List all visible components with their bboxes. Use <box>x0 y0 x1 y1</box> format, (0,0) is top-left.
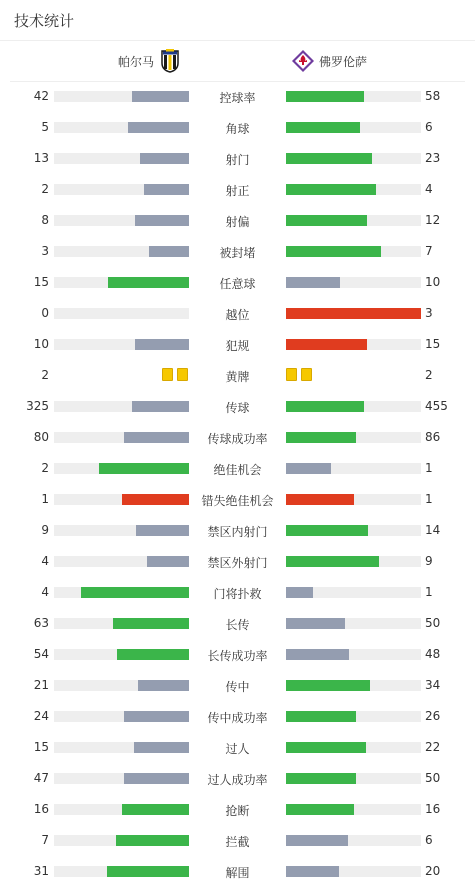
away-stat-value: 22 <box>425 740 441 754</box>
away-team-name: 佛罗伦萨 <box>319 54 368 69</box>
stat-label: 黄牌 <box>225 370 250 384</box>
away-stat-bar <box>286 308 421 319</box>
stat-label: 禁区外射门 <box>207 556 268 570</box>
home-stat-bar-fill <box>124 432 189 443</box>
stat-label: 射偏 <box>225 215 250 229</box>
away-stat-value: 16 <box>425 802 441 816</box>
away-stat-bar-fill <box>286 773 356 784</box>
stat-label: 传中成功率 <box>207 711 268 725</box>
stat-label: 传球 <box>225 401 250 415</box>
home-stat-value: 7 <box>41 833 49 847</box>
home-stat-value: 5 <box>41 120 49 134</box>
stat-row <box>0 732 475 763</box>
stat-label: 错失绝佳机会 <box>201 494 274 508</box>
home-stat-value: 15 <box>33 740 49 754</box>
home-stat-bar-fill <box>116 835 189 846</box>
home-stat-bar <box>54 525 189 536</box>
home-stat-bar <box>54 711 189 722</box>
stat-row <box>0 639 475 670</box>
away-stat-bar-fill <box>286 804 354 815</box>
home-stat-value: 325 <box>26 399 49 413</box>
home-stat-bar <box>54 494 189 505</box>
home-stat-bar <box>54 742 189 753</box>
stat-row <box>0 763 475 794</box>
home-stat-value: 13 <box>33 151 49 165</box>
home-stat-value: 2 <box>41 461 49 475</box>
home-stat-value: 2 <box>41 182 49 196</box>
away-stat-bar-fill <box>286 339 367 350</box>
home-stat-bar <box>54 866 189 877</box>
away-stat-bar-fill <box>286 680 370 691</box>
away-stat-bar <box>286 463 421 474</box>
stat-label: 绝佳机会 <box>213 463 262 477</box>
stat-label: 控球率 <box>219 91 256 105</box>
stat-label: 射门 <box>225 153 250 167</box>
away-stat-bar-fill <box>286 742 366 753</box>
stat-row <box>0 298 475 329</box>
away-yellow-cards <box>286 368 312 381</box>
stat-label: 长传 <box>225 618 250 632</box>
home-stat-bar-fill <box>138 680 189 691</box>
away-stat-bar-fill <box>286 277 340 288</box>
away-stat-bar <box>286 525 421 536</box>
away-stat-bar <box>286 215 421 226</box>
away-stat-value: 455 <box>425 399 448 413</box>
away-stat-bar <box>286 711 421 722</box>
stat-row <box>0 608 475 639</box>
away-stat-value: 86 <box>425 430 441 444</box>
away-stat-bar-fill <box>286 91 364 102</box>
stat-row <box>0 143 475 174</box>
home-stat-bar <box>54 587 189 598</box>
stat-row <box>0 484 475 515</box>
away-stat-bar-fill <box>286 463 331 474</box>
home-stat-bar-fill <box>124 773 189 784</box>
away-stat-value: 48 <box>425 647 441 661</box>
home-team[interactable] <box>118 49 180 73</box>
away-stat-bar <box>286 494 421 505</box>
away-stat-bar-fill <box>286 215 367 226</box>
home-stat-value: 2 <box>41 368 49 382</box>
away-stat-bar <box>286 835 421 846</box>
home-stat-bar <box>54 556 189 567</box>
away-stat-bar <box>286 680 421 691</box>
stat-label: 过人成功率 <box>207 773 268 787</box>
yellow-card-icon <box>286 368 297 381</box>
stat-row <box>0 794 475 825</box>
away-stat-value: 9 <box>425 554 433 568</box>
away-stat-bar-fill <box>286 153 372 164</box>
fiorentina-crest-icon <box>291 49 315 73</box>
away-stat-bar <box>286 91 421 102</box>
home-stat-bar-fill <box>99 463 189 474</box>
away-stat-bar-fill <box>286 835 348 846</box>
home-stat-bar-fill <box>136 525 189 536</box>
away-stat-value: 26 <box>425 709 441 723</box>
home-team-name: 帕尔马 <box>117 54 154 69</box>
stat-label: 抢断 <box>225 804 250 818</box>
away-stat-value: 10 <box>425 275 441 289</box>
away-stat-value: 1 <box>425 492 433 506</box>
away-stat-value: 58 <box>425 89 441 103</box>
home-stat-value: 15 <box>33 275 49 289</box>
stat-row <box>0 515 475 546</box>
home-stat-bar <box>54 339 189 350</box>
home-stat-bar <box>54 215 189 226</box>
stat-label: 解围 <box>225 866 250 880</box>
stat-label: 角球 <box>225 122 250 136</box>
home-stat-value: 47 <box>33 771 49 785</box>
away-stat-bar-fill <box>286 401 364 412</box>
away-stat-bar-fill <box>286 618 345 629</box>
home-stat-value: 16 <box>33 802 49 816</box>
away-stat-bar-fill <box>286 122 360 133</box>
away-stat-value: 23 <box>425 151 441 165</box>
home-stat-bar-fill <box>144 184 189 195</box>
away-stat-bar <box>286 804 421 815</box>
home-stat-bar-fill <box>149 246 190 257</box>
away-stat-value: 50 <box>425 616 441 630</box>
home-stat-value: 24 <box>33 709 49 723</box>
home-stat-bar-fill <box>147 556 189 567</box>
page-title: 技术统计 <box>14 11 75 30</box>
stat-label: 传球成功率 <box>207 432 268 446</box>
away-stat-value: 50 <box>425 771 441 785</box>
stat-row <box>0 267 475 298</box>
away-stat-bar <box>286 649 421 660</box>
home-yellow-cards <box>162 368 188 381</box>
stat-label: 射正 <box>225 184 250 198</box>
home-stat-value: 4 <box>41 585 49 599</box>
stat-label: 传中 <box>225 680 250 694</box>
away-stat-bar <box>286 556 421 567</box>
stat-row <box>0 391 475 422</box>
stat-row <box>0 329 475 360</box>
home-stat-bar-fill <box>135 339 189 350</box>
home-stat-bar <box>54 153 189 164</box>
away-stat-bar-fill <box>286 494 354 505</box>
stat-label: 禁区内射门 <box>207 525 268 539</box>
stat-label: 长传成功率 <box>207 649 268 663</box>
away-stat-bar <box>286 401 421 412</box>
home-stat-bar-fill <box>132 401 189 412</box>
away-stat-bar-fill <box>286 587 313 598</box>
away-stat-value: 3 <box>425 306 433 320</box>
away-stat-value: 7 <box>425 244 433 258</box>
away-stat-value: 34 <box>425 678 441 692</box>
stat-row <box>0 670 475 701</box>
away-stat-value: 1 <box>425 461 433 475</box>
away-stat-bar <box>286 122 421 133</box>
home-stat-bar <box>54 773 189 784</box>
stat-label: 犯规 <box>225 339 250 353</box>
home-stat-value: 3 <box>41 244 49 258</box>
home-stat-value: 0 <box>41 306 49 320</box>
home-stat-bar-fill <box>107 866 189 877</box>
home-stat-value: 21 <box>33 678 49 692</box>
home-stat-bar-fill <box>117 649 189 660</box>
stat-row <box>0 236 475 267</box>
stat-label: 越位 <box>225 308 250 322</box>
home-stat-value: 31 <box>33 864 49 878</box>
stat-label: 任意球 <box>219 277 256 291</box>
home-stat-value: 10 <box>33 337 49 351</box>
away-stat-bar <box>286 246 421 257</box>
stat-row <box>0 546 475 577</box>
yellow-card-icon <box>162 368 173 381</box>
away-stat-bar <box>286 339 421 350</box>
home-stat-bar-fill <box>108 277 189 288</box>
home-stat-bar <box>54 804 189 815</box>
away-stat-bar-fill <box>286 432 356 443</box>
stat-row <box>0 453 475 484</box>
away-stat-value: 20 <box>425 864 441 878</box>
stat-label: 被封堵 <box>219 246 256 260</box>
away-stat-bar-fill <box>286 246 381 257</box>
home-stat-value: 63 <box>33 616 49 630</box>
away-stat-bar <box>286 277 421 288</box>
home-stat-bar-fill <box>113 618 189 629</box>
away-stat-bar <box>286 587 421 598</box>
stat-row <box>0 825 475 856</box>
stat-label: 门将扑救 <box>213 587 262 601</box>
home-stat-bar-fill <box>122 804 190 815</box>
home-stat-value: 54 <box>33 647 49 661</box>
away-stat-value: 6 <box>425 120 433 134</box>
away-team[interactable] <box>291 49 367 73</box>
away-stat-value: 12 <box>425 213 441 227</box>
away-stat-bar-fill <box>286 649 349 660</box>
home-stat-value: 42 <box>33 89 49 103</box>
home-stat-bar <box>54 680 189 691</box>
home-stat-bar <box>54 401 189 412</box>
away-stat-value: 2 <box>425 368 433 382</box>
stat-row <box>0 701 475 732</box>
away-stat-bar <box>286 742 421 753</box>
stat-row <box>0 174 475 205</box>
teams-header <box>10 41 465 82</box>
away-stat-value: 15 <box>425 337 441 351</box>
home-stat-bar <box>54 835 189 846</box>
home-stat-bar-fill <box>122 494 190 505</box>
away-stat-value: 1 <box>425 585 433 599</box>
home-stat-bar <box>54 246 189 257</box>
stat-row <box>0 81 475 112</box>
home-stat-value: 4 <box>41 554 49 568</box>
stat-row <box>0 577 475 608</box>
home-stat-bar-fill <box>140 153 189 164</box>
home-stat-bar-fill <box>135 215 189 226</box>
away-stat-bar-fill <box>286 556 379 567</box>
stat-label: 过人 <box>225 742 250 756</box>
away-stat-value: 14 <box>425 523 441 537</box>
stat-row <box>0 112 475 143</box>
home-stat-bar-fill <box>128 122 189 133</box>
yellow-card-icon <box>301 368 312 381</box>
stat-label: 拦截 <box>225 835 250 849</box>
away-stat-bar <box>286 153 421 164</box>
away-stat-bar-fill <box>286 525 368 536</box>
stat-row <box>0 360 475 391</box>
home-stat-bar <box>54 618 189 629</box>
away-stat-value: 4 <box>425 182 433 196</box>
away-stat-bar-fill <box>286 308 421 319</box>
stat-row <box>0 422 475 453</box>
away-stat-bar <box>286 184 421 195</box>
home-stat-value: 80 <box>33 430 49 444</box>
home-stat-value: 9 <box>41 523 49 537</box>
away-stat-bar <box>286 773 421 784</box>
home-stat-bar-fill <box>134 742 189 753</box>
away-stat-bar-fill <box>286 866 339 877</box>
home-stat-bar <box>54 91 189 102</box>
header <box>0 0 475 41</box>
home-stat-bar <box>54 122 189 133</box>
home-stat-bar-fill <box>81 587 189 598</box>
stat-row <box>0 856 475 887</box>
home-stat-bar <box>54 308 189 319</box>
home-stat-value: 1 <box>41 492 49 506</box>
yellow-card-icon <box>177 368 188 381</box>
home-stat-bar <box>54 277 189 288</box>
home-stat-bar <box>54 184 189 195</box>
home-stat-bar <box>54 463 189 474</box>
away-stat-bar <box>286 432 421 443</box>
home-stat-bar <box>54 649 189 660</box>
home-stat-value: 8 <box>41 213 49 227</box>
away-stat-bar-fill <box>286 711 356 722</box>
away-stat-value: 6 <box>425 833 433 847</box>
parma-crest-icon <box>160 49 180 73</box>
away-stat-bar <box>286 866 421 877</box>
stats-list <box>0 81 475 887</box>
stat-row <box>0 205 475 236</box>
home-stat-bar-fill <box>132 91 189 102</box>
away-stat-bar <box>286 618 421 629</box>
home-stat-bar-fill <box>124 711 189 722</box>
away-stat-bar-fill <box>286 184 376 195</box>
home-stat-bar <box>54 432 189 443</box>
